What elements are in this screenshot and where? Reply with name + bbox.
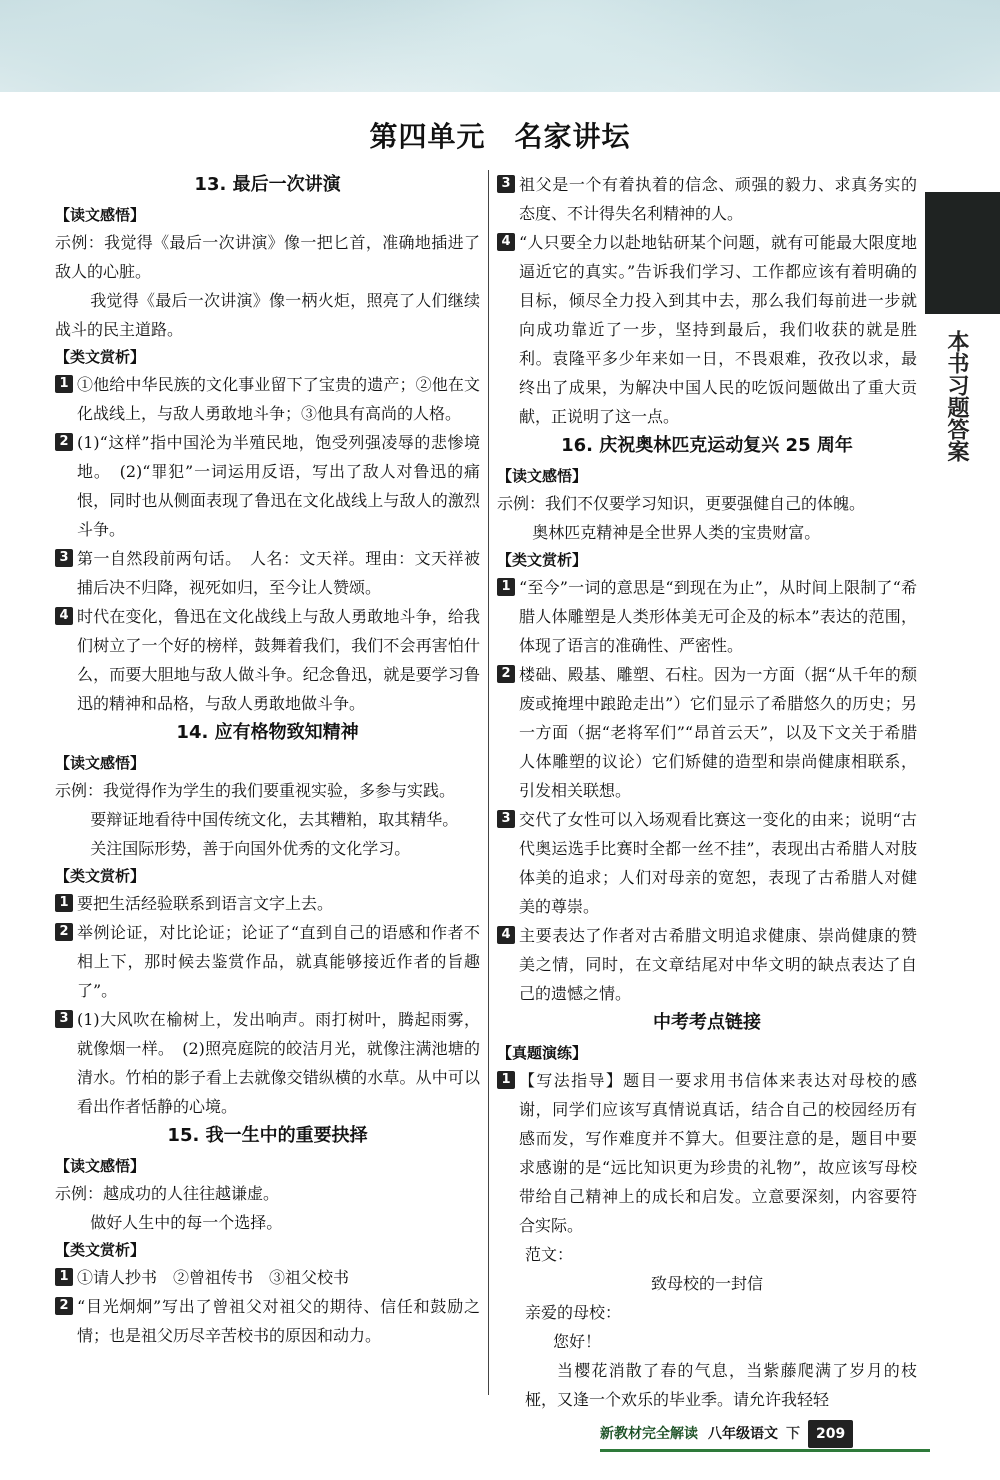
question-number-badge: 2 bbox=[55, 1297, 73, 1315]
read-reflection-heading: 【读文感悟】 bbox=[497, 467, 588, 485]
letter-greeting: 您好！ bbox=[553, 1332, 602, 1351]
analysis-heading: 【类文赏析】 bbox=[497, 551, 588, 569]
page-footer bbox=[600, 1420, 930, 1448]
question-number-badge: 1 bbox=[497, 578, 515, 596]
footer-rule bbox=[600, 1449, 930, 1452]
answer-item bbox=[55, 918, 480, 1005]
question-number-badge: 1 bbox=[497, 1071, 515, 1089]
answer-item bbox=[55, 1263, 480, 1292]
read-reflection-heading: 【读文感悟】 bbox=[55, 754, 146, 772]
footer-grade: 八年级语文 bbox=[708, 1426, 778, 1442]
question-number-badge: 4 bbox=[497, 233, 515, 251]
answer-item bbox=[55, 1292, 480, 1350]
answer-text: 交代了女性可以入场观看比赛这一变化的由来；说明“古代奥运选手比赛时全都一丝不挂”，表现出古希腊人对肢体美的追求；人们对母亲的宽恕，表现了古希腊人对健美的尊崇。 bbox=[519, 810, 917, 916]
answer-item bbox=[497, 170, 917, 228]
right-column bbox=[497, 170, 917, 1414]
decorative-header-band bbox=[0, 0, 1000, 92]
answer-text: 举例论证，对比论证；论证了“直到自己的语感和作者不相上下，那时候去鉴赏作品，就真能够接近作者的旨趣了”。 bbox=[77, 923, 480, 1000]
answer-item bbox=[497, 805, 917, 921]
article-14-title: 14. 应有格物致知精神 bbox=[176, 722, 359, 743]
exam-link-title: 中考考点链接 bbox=[653, 1012, 761, 1033]
question-number-badge: 1 bbox=[55, 1268, 73, 1286]
read-reflection-text: 示例：我觉得《最后一次讲演》像一把匕首，准确地插进了敌人的心脏。 bbox=[55, 233, 480, 281]
unit-title: 第四单元 名家讲坛 bbox=[369, 120, 631, 153]
page-number: 209 bbox=[808, 1420, 853, 1448]
analysis-heading: 【类文赏析】 bbox=[55, 348, 146, 366]
column-divider bbox=[488, 170, 489, 1395]
article-16-title: 16. 庆祝奥林匹克运动复兴 25 周年 bbox=[561, 435, 853, 456]
analysis-heading: 【类文赏析】 bbox=[55, 1241, 146, 1259]
read-reflection-text: 示例：我觉得作为学生的我们要重视实验，多参与实践。 bbox=[55, 781, 456, 800]
answer-item bbox=[497, 1066, 917, 1240]
question-number-badge: 2 bbox=[55, 433, 73, 451]
read-reflection-text: 要辩证地看待中国传统文化，去其糟粕，取其精华。 bbox=[90, 810, 459, 829]
answer-item bbox=[497, 228, 917, 431]
answer-item bbox=[55, 889, 480, 918]
answer-text: 要把生活经验联系到语言文字上去。 bbox=[77, 894, 334, 913]
read-reflection-text: 做好人生中的每一个选择。 bbox=[90, 1213, 283, 1232]
answer-text: ①他给中华民族的文化事业留下了宝贵的遗产；②他在文化战线上，与敌人勇敢地斗争；③他具有高尚的人格。 bbox=[77, 375, 480, 423]
answer-text: “人只要全力以赴地钻研某个问题，就有可能最大限度地逼近它的真实。”告诉我们学习、工作都应该有着明确的目标，倾尽全力投入到其中去，那么我们每前进一步就向成功靠近了一步，坚持到最后，我们收获的就是胜利。袁隆平多少年来如一日，不畏艰难，孜孜以求，最终出了成果，为解决中国人民的吃饭问题做出了重大贡献，正说明了这一点。 bbox=[519, 233, 917, 426]
read-reflection-text: 奥林匹克精神是全世界人类的宝贵财富。 bbox=[532, 523, 821, 542]
answer-text: “至今”一词的意思是“到现在为止”，从时间上限制了“希腊人体雕塑是人类形体美无可企及的标本”表达的范围，体现了语言的准确性、严密性。 bbox=[519, 578, 917, 655]
answer-item bbox=[55, 370, 480, 428]
question-number-badge: 3 bbox=[55, 549, 73, 567]
read-reflection-text: 示例：我们不仅要学习知识，更要强健自己的体魄。 bbox=[497, 494, 866, 513]
answer-item bbox=[55, 544, 480, 602]
answer-text: 祖父是一个有着执着的信念、顽强的毅力、求真务实的态度、不计得失名利精神的人。 bbox=[519, 175, 917, 223]
question-number-badge: 4 bbox=[55, 607, 73, 625]
footer-volume: 下 bbox=[786, 1426, 800, 1442]
answer-item bbox=[55, 602, 480, 718]
question-number-badge: 4 bbox=[497, 926, 515, 944]
article-15-title: 15. 我一生中的重要抉择 bbox=[167, 1125, 368, 1146]
read-reflection-text: 关注国际形势，善于向国外优秀的文化学习。 bbox=[90, 839, 411, 858]
answer-item bbox=[55, 1005, 480, 1121]
answer-item bbox=[497, 573, 917, 660]
read-reflection-heading: 【读文感悟】 bbox=[55, 206, 146, 224]
side-tab-block bbox=[925, 192, 1000, 314]
answer-item bbox=[497, 921, 917, 1008]
read-reflection-text: 我觉得《最后一次讲演》像一柄火炬，照亮了人们继续战斗的民主道路。 bbox=[55, 291, 480, 339]
answer-text: 主要表达了作者对古希腊文明追求健康、崇尚健康的赞美之情，同时，在文章结尾对中华文明的缺点表达了自己的遗憾之情。 bbox=[519, 926, 917, 1003]
question-number-badge: 1 bbox=[55, 375, 73, 393]
answer-item bbox=[497, 660, 917, 805]
answer-text: 【写法指导】题目一要求用书信体来表达对母校的感谢，同学们应该写真情说真话，结合自己的校园经历有感而发，写作难度并不算大。但要注意的是，题目中要求感谢的是“远比知识更为珍贵的礼物”，故应该写母校带给自己精神上的成长和启发。立意要深刻，内容要符合实际。 bbox=[519, 1071, 917, 1235]
answer-item bbox=[55, 428, 480, 544]
exam-drill-heading: 【真题演练】 bbox=[497, 1044, 588, 1062]
letter-salutation: 亲爱的母校： bbox=[525, 1303, 622, 1322]
side-tab-label: 本书习题答案 bbox=[944, 330, 970, 462]
question-number-badge: 3 bbox=[55, 1010, 73, 1028]
question-number-badge: 3 bbox=[497, 175, 515, 193]
answer-text: 时代在变化，鲁迅在文化战线上与敌人勇敢地斗争，给我们树立了一个好的榜样，鼓舞着我们，我们不会再害怕什么，而要大胆地与敌人做斗争。纪念鲁迅，就是要学习鲁迅的精神和品格，与敌人勇敢地做斗争。 bbox=[77, 607, 480, 713]
analysis-heading: 【类文赏析】 bbox=[55, 867, 146, 885]
answer-text: 楼础、殿基、雕塑、石柱。因为一方面（据“从千年的颓废或掩埋中踉跄走出”）它们显示了希腊悠久的历史；另一方面（据“老将军们”“昂首云天”，以及下文关于希腊人体雕塑的议论）它们矫健的造型和崇尚健康相联系，引发相关联想。 bbox=[519, 665, 917, 800]
answer-text: (1)“这样”指中国沦为半殖民地，饱受列强凌辱的悲惨境地。 (2)“罪犯”一词运用反语，写出了敌人对鲁迅的痛恨，同时也从侧面表现了鲁迅在文化战线上与敌人的激烈斗争。 bbox=[77, 433, 480, 539]
answer-text: “目光炯炯”写出了曾祖父对祖父的期待、信任和鼓励之情；也是祖父历尽辛苦校书的原因和动力。 bbox=[77, 1297, 480, 1345]
sample-essay-label: 范文： bbox=[525, 1245, 574, 1264]
question-number-badge: 2 bbox=[497, 665, 515, 683]
answer-text: (1)大风吹在榆树上，发出响声。雨打树叶，腾起雨雾，就像烟一样。 (2)照亮庭院的皎洁月光，就像注满池塘的清水。竹柏的影子看上去就像交错纵横的水草。从中可以看出作者恬静的心境。 bbox=[77, 1010, 480, 1116]
read-reflection-heading: 【读文感悟】 bbox=[55, 1157, 146, 1175]
answer-text: ①请人抄书 ②曾祖传书 ③祖父校书 bbox=[77, 1268, 350, 1287]
article-13-title: 13. 最后一次讲演 bbox=[194, 174, 341, 195]
read-reflection-text: 示例：越成功的人往往越谦虚。 bbox=[55, 1184, 280, 1203]
letter-title: 致母校的一封信 bbox=[650, 1274, 763, 1293]
left-column bbox=[55, 170, 480, 1350]
question-number-badge: 3 bbox=[497, 810, 515, 828]
answer-text: 第一自然段前两句话。 人名：文天祥。理由：文天祥被捕后决不归降，视死如归，至今让人赞颂。 bbox=[77, 549, 480, 597]
question-number-badge: 2 bbox=[55, 923, 73, 941]
footer-book-title: 新教材完全解读 bbox=[600, 1426, 698, 1442]
question-number-badge: 1 bbox=[55, 894, 73, 912]
letter-body: 当樱花消散了春的气息，当紫藤爬满了岁月的枝桠，又逢一个欢乐的毕业季。请允许我轻轻 bbox=[525, 1361, 917, 1409]
